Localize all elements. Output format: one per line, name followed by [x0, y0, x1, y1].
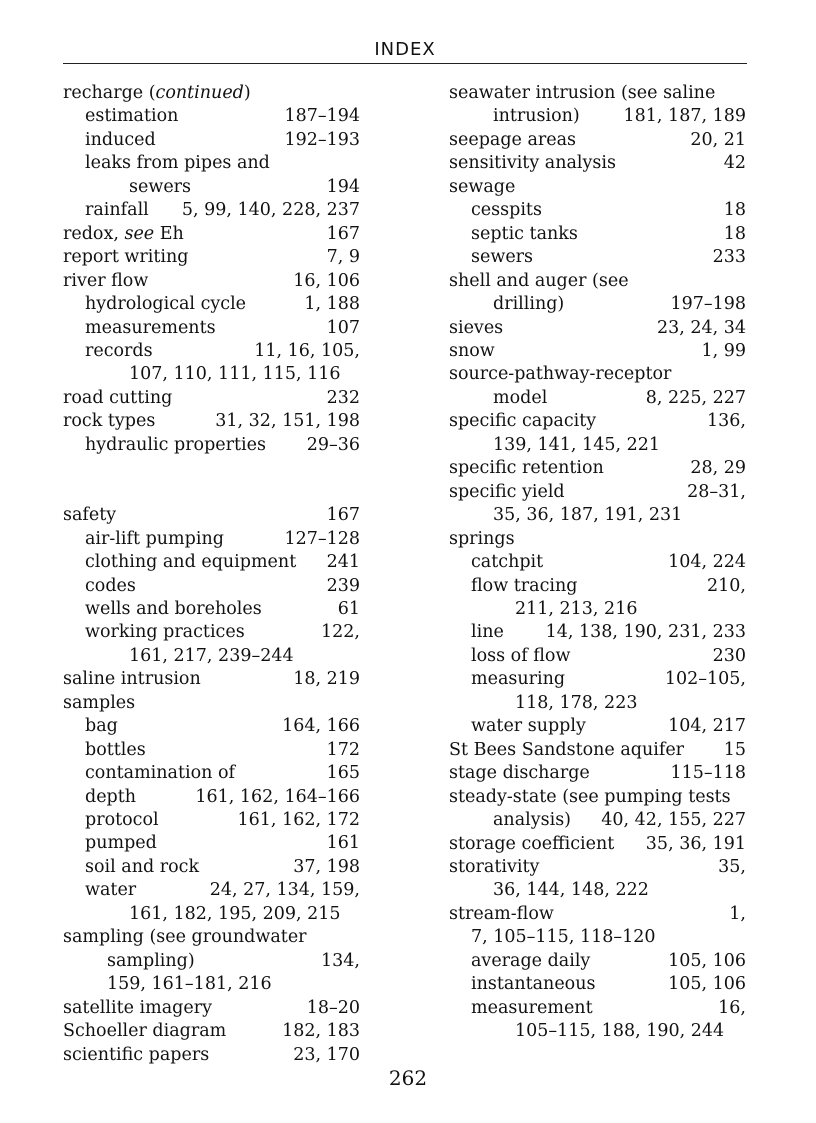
index-subentry: measurement 16,	[471, 997, 746, 1018]
index-column-left	[63, 82, 360, 1067]
page-number: 262	[388, 1066, 428, 1090]
index-entry: snow 1, 99	[449, 340, 746, 361]
index-subentry: measuring 102–105,	[471, 669, 746, 690]
index-subentry: line 14, 138, 190, 231, 233	[471, 622, 746, 643]
index-entry: sampling (see groundwater	[63, 927, 307, 948]
index-subentry: rainfall 5, 99, 140, 228, 237	[85, 200, 360, 221]
index-entry: stage discharge 115–118	[449, 763, 746, 784]
index-subentry: protocol 161, 162, 172	[85, 810, 360, 831]
index-subentry: catchpit 104, 224	[471, 552, 746, 573]
index-entry: stream-flow 1,	[449, 903, 746, 924]
index-entry: road cutting 232	[63, 387, 360, 408]
index-entry: steady-state (see pumping tests	[449, 786, 731, 807]
index-subentry: cesspits 18	[471, 200, 746, 221]
index-entry: storativity 35,	[449, 856, 746, 877]
index-subentry: average daily 105, 106	[471, 950, 746, 971]
index-subentry: sewers 233	[471, 247, 746, 268]
index-subentry: bottles 172	[85, 739, 360, 760]
index-entry: rock types 31, 32, 151, 198	[63, 411, 360, 432]
index-subentry: water supply 104, 217	[471, 716, 746, 737]
index-subentry: wells and boreholes 61	[85, 598, 360, 619]
index-entry: sieves 23, 24, 34	[449, 317, 746, 338]
index-entry: source-pathway-receptor	[449, 364, 672, 385]
index-continuation: 105–115, 188, 190, 244	[515, 1021, 725, 1042]
index-subentry: water 24, 27, 134, 159,	[85, 880, 360, 901]
index-entry: samples	[63, 692, 136, 713]
index-continuation: sewers 194	[129, 176, 360, 197]
index-continuation: 161, 182, 195, 209, 215	[129, 903, 341, 924]
index-continuation: 161, 217, 239–244	[129, 645, 294, 666]
index-entry: river flow 16, 106	[63, 270, 360, 291]
index-subentry: loss of flow 230	[471, 645, 746, 666]
index-entry: saline intrusion 18, 219	[63, 669, 360, 690]
index-subentry: septic tanks 18	[471, 223, 746, 244]
index-entry: seawater intrusion (see saline	[449, 83, 716, 103]
index-entry: Schoeller diagram 182, 183	[63, 1021, 360, 1042]
index-continuation: analysis) 40, 42, 155, 227	[493, 810, 746, 831]
index-entry: storage coefficient 35, 36, 191	[449, 833, 746, 854]
index-subentry: flow tracing 210,	[471, 575, 746, 596]
index-continuation: 211, 213, 216	[515, 598, 638, 619]
index-subentry: soil and rock 37, 198	[85, 856, 360, 877]
index-subentry: working practices 122,	[85, 622, 360, 643]
index-continuation: 7, 105–115, 118–120	[471, 927, 656, 948]
index-entry: report writing 7, 9	[63, 247, 360, 268]
letter-group-gap	[63, 457, 360, 504]
index-continuation: 139, 141, 145, 221	[493, 434, 660, 455]
index-entry: specific retention 28, 29	[449, 458, 746, 479]
index-entry: St Bees Sandstone aquifer 15	[449, 739, 746, 760]
index-entry: specific capacity 136,	[449, 411, 746, 432]
index-entry: shell and auger (see	[449, 270, 629, 291]
index-subentry: clothing and equipment 241	[85, 552, 360, 573]
index-continuation: 107, 110, 111, 115, 116	[129, 364, 341, 385]
index-continuation: 35, 36, 187, 191, 231	[493, 505, 683, 526]
index-subentry: contamination of 165	[85, 763, 360, 784]
index-continuation: sampling) 134,	[107, 950, 360, 971]
index-entry: specific yield 28–31,	[449, 481, 746, 502]
index-entry: sensitivity analysis 42	[449, 153, 746, 174]
index-subentry: leaks from pipes and	[85, 153, 270, 174]
index-subentry: air-lift pumping 127–128	[85, 528, 360, 549]
index-subentry: bag 164, 166	[85, 716, 360, 737]
index-subentry: hydrological cycle 1, 188	[85, 294, 360, 315]
index-continuation: drilling) 197–198	[493, 294, 746, 315]
index-subentry: records 11, 16, 105,	[85, 340, 360, 361]
index-subentry: instantaneous 105, 106	[471, 974, 746, 995]
index-continuation: intrusion) 181, 187, 189	[493, 106, 746, 127]
index-subentry: induced 192–193	[85, 129, 360, 150]
index-continuation: model 8, 225, 227	[493, 387, 746, 408]
index-subentry: codes 239	[85, 575, 360, 596]
index-column-right	[449, 82, 746, 1044]
index-entry: scientific papers 23, 170	[63, 1044, 360, 1065]
index-continuation: 36, 144, 148, 222	[493, 880, 649, 901]
running-header	[63, 36, 747, 64]
index-entry: safety 167	[63, 505, 360, 526]
index-subentry: hydraulic properties 29–36	[85, 434, 360, 455]
index-entry: sewage	[449, 176, 516, 197]
index-entry: springs	[449, 528, 515, 549]
index-subentry: pumped 161	[85, 833, 360, 854]
index-subentry: depth 161, 162, 164–166	[85, 786, 360, 807]
index-continuation: 159, 161–181, 216	[107, 974, 272, 995]
index-entry: recharge (continued)	[63, 83, 251, 103]
index-entry: seepage areas 20, 21	[449, 129, 746, 150]
index-subentry: measurements 107	[85, 317, 360, 338]
index-continuation: 118, 178, 223	[515, 692, 638, 713]
index-subentry: estimation 187–194	[85, 106, 360, 127]
running-header-title: INDEX	[374, 39, 436, 60]
index-entry: redox, see Eh 167	[63, 223, 360, 244]
index-entry: satellite imagery 18–20	[63, 997, 360, 1018]
